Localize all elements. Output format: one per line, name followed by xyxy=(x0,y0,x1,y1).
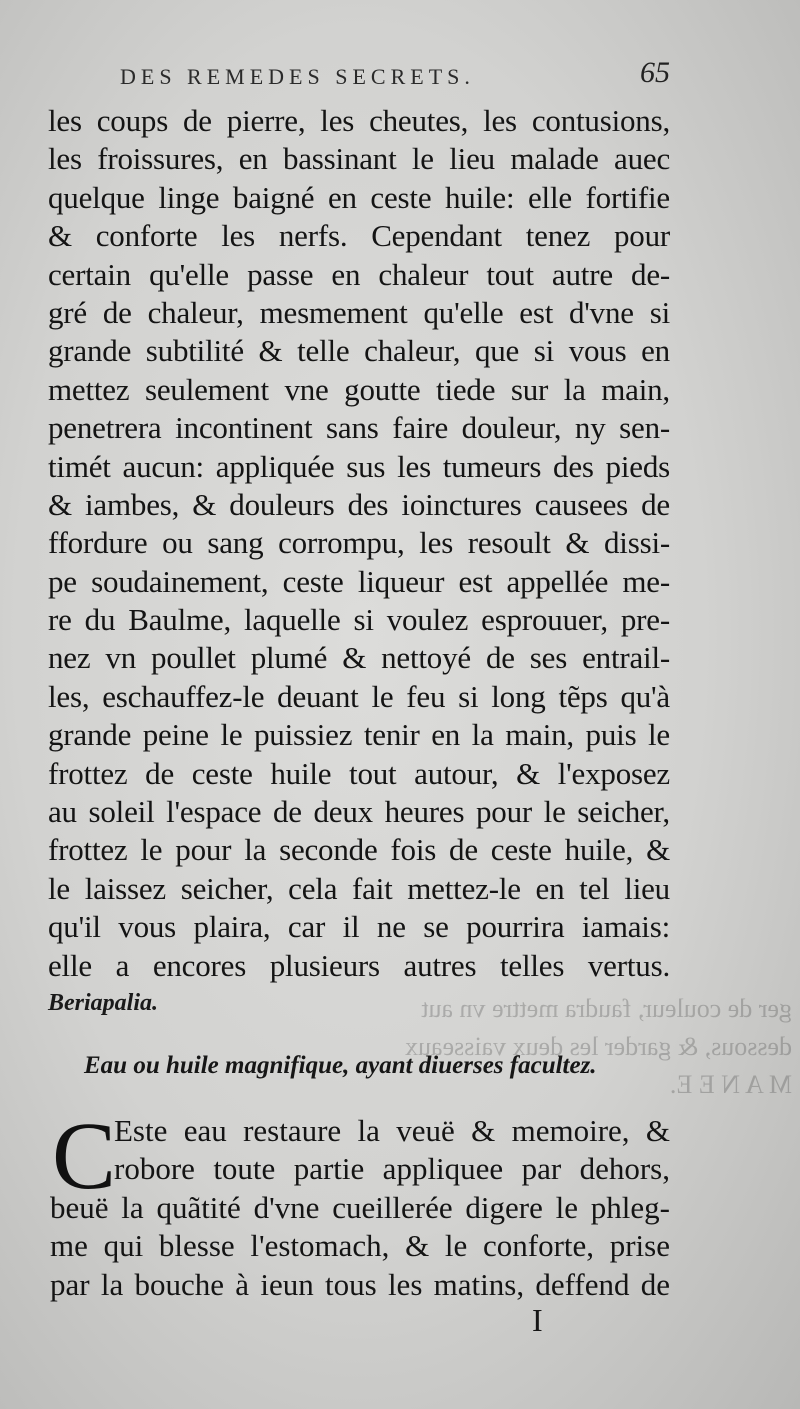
marginal-note: Beriapalia. xyxy=(48,989,159,1016)
text-line: penetrera incontinent sans faire douleur, ny sen- xyxy=(48,410,670,446)
text-line: beuë la quãtité d'vne cueillerée digere le phleg- xyxy=(50,1189,670,1225)
text-line: Este eau restaure la veuë & memoire, & xyxy=(114,1113,670,1148)
text-line: grande subtilité & telle chaleur, que si vous en xyxy=(48,333,670,369)
text-line: le laissez seicher, cela fait mettez-le en tel lieu xyxy=(48,870,670,906)
section-text xyxy=(50,1102,670,1304)
text-line: & iambes, & douleurs des ioinctures causees de xyxy=(48,486,670,522)
text-line: mettez seulement vne goutte tiede sur la main, xyxy=(48,371,670,407)
section-heading: Eau ou huile magnifique, ayant diuerses facultez. xyxy=(84,1052,597,1079)
page-header xyxy=(120,56,680,96)
text-line: timét aucun: appliquée sus les tumeurs des pieds xyxy=(48,448,670,484)
text-line: nez vn poullet plumé & nettoyé de ses entrail- xyxy=(48,640,670,676)
text-line: qu'il vous plaira, car il ne se pourrira iamais: xyxy=(48,909,670,945)
text-line: pe soudainement, ceste liqueur est appellée me- xyxy=(48,563,670,599)
text-line: re du Baulme, laquelle si voulez esprouuer, pre- xyxy=(48,602,670,638)
running-head: DES REMEDES SECRETS. xyxy=(120,64,475,89)
text-line: & conforte les nerfs. Cependant tenez pour xyxy=(48,218,670,254)
text-line: certain qu'elle passe en chaleur tout autre de- xyxy=(48,256,670,292)
show-through-text: ger de couleur, faudra mettre vn aut dessous, & garder les deux vaisseaux M A N E E. xyxy=(404,994,792,1099)
page-number: 65 xyxy=(640,56,670,89)
text-line: robore toute partie appliquee par dehors, xyxy=(114,1151,670,1187)
text-line: ffordure ou sang corrompu, les resoult & dissi- xyxy=(48,525,670,561)
signature-mark: I xyxy=(532,1302,543,1338)
text-line: les coups de pierre, les cheutes, les contusions, xyxy=(48,103,670,138)
text-line: me qui blesse l'estomach, & le conforte, prise xyxy=(50,1228,670,1264)
text-line: grande peine le puissiez tenir en la main, puis le xyxy=(48,717,670,753)
body-text xyxy=(48,102,670,1021)
text-line: gré de chaleur, mesmement qu'elle est d'vne si xyxy=(48,294,670,330)
text-line: frottez de ceste huile tout autour, & l'exposez xyxy=(48,755,670,791)
text-line: quelque linge baigné en ceste huile: elle fortifie xyxy=(48,179,670,215)
text-line: les, eschauffez-le deuant le feu si long tẽps qu'à xyxy=(48,678,670,714)
text-line: elle a encores plusieurs autres telles vertus. xyxy=(48,947,670,983)
text-line: par la bouche à ieun tous les matins, deffend de xyxy=(50,1266,670,1302)
drop-cap: C xyxy=(52,1102,117,1209)
text-line: frottez le pour la seconde fois de ceste huile, & xyxy=(48,832,670,868)
text-line: au soleil l'espace de deux heures pour le seicher, xyxy=(48,794,670,830)
text-line: les froissures, en bassinant le lieu malade auec xyxy=(48,141,670,177)
